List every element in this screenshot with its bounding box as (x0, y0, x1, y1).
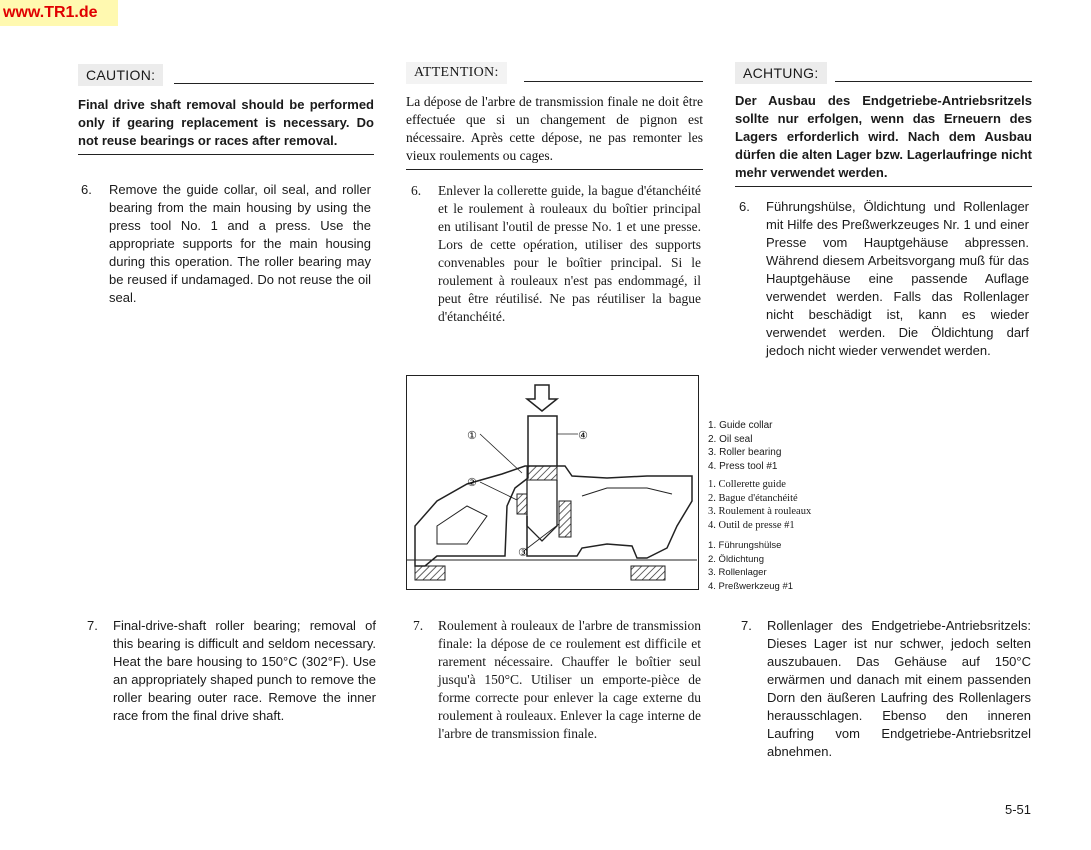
page-number: 5-51 (1005, 802, 1032, 817)
legend-item: 3. Roller bearing (708, 447, 782, 458)
step-number: 6. (81, 182, 92, 197)
attention-heading-row (406, 62, 703, 88)
roller-bearing-shape (559, 501, 571, 537)
legend-fr (708, 478, 811, 532)
legend-item: 3. Rollenlager (708, 567, 767, 578)
step-number: 7. (87, 618, 98, 633)
achtung-heading: ACHTUNG: (735, 62, 827, 84)
housing-rib (437, 506, 487, 544)
legend-item: 4. Preßwerkzeug #1 (708, 580, 794, 592)
guide-collar-shape (527, 466, 557, 480)
callout-4: ④ (578, 429, 588, 442)
step-text: Remove the guide collar, oil seal, and roller bearing from the main housing by using the press tool No. 1 and a press. Use the appropriate supports for the main housing during this operation. The roller bearing may be reused if undamaged. Do not reuse the oil seal. (109, 182, 371, 305)
step-number: 6. (739, 199, 750, 214)
legend-item: 1. Guide collar (708, 420, 773, 431)
legend-item: 2. Bague d'étanchéité (708, 492, 798, 504)
housing-rib-2 (582, 488, 672, 496)
legend-item: 4. Press tool #1 (708, 460, 778, 472)
press-tool-illustration (406, 375, 699, 590)
step-number: 7. (413, 618, 424, 633)
right-support (631, 566, 665, 580)
step-number: 6. (411, 183, 422, 198)
legend-item: 2. Oil seal (708, 433, 753, 445)
legend-item: 2. Öldichtung (708, 553, 764, 565)
press-arrow-icon (527, 385, 557, 411)
heading-rule (835, 81, 1032, 82)
callout-1: ① (467, 429, 477, 442)
heading-rule (174, 83, 374, 84)
caution-text: Final drive shaft removal should be performed only if gearing replacement is necessary. Do not reuse bearings or races after removal. (78, 96, 374, 155)
step-text: Rollenlager des Endgetriebe-Antriebsritzels: Dieses Lager ist nur schwer, jedoch selten auszubauen. Das Gehäuse auf 150°C erwärmen und danach mit einem passenden Dorn den äußeren Laufring des Rollenlagers herausschlagen. Ebenso den inneren Laufring vom Endgetriebe-Antriebsritzel abnehmen. (767, 618, 1031, 759)
step-text: Führungshülse, Öldichtung und Rollenlager mit Hilfe des Preßwerkzeuges Nr. 1 und einer Presse vom Hauptgehäuse abpressen. Während diesem Arbeitsvorgang muß für das Hauptgehäuse eine passende Auflage verwendet werden. Falls das Rollenlager nicht beschädigt ist, kann es wieder verwendet werden. Die Öldichtung darf jedoch nicht wieder verwendet werden. (766, 199, 1029, 358)
legend-item: 3. Roulement à rouleaux (708, 506, 812, 517)
callout-3: ③ (518, 546, 528, 559)
site-logo[interactable]: www.TR1.de (0, 0, 118, 26)
attention-heading: ATTENTION: (406, 62, 507, 84)
legend-item: 1. Collerette guide (708, 479, 786, 490)
attention-text: La dépose de l'arbre de transmission finale ne doit être effectuée que si un changement de pignon est nécessaire. Après cette dépose, ne pas remonter les vieux roulements ou cages. (406, 93, 703, 170)
press-tool-shape (528, 416, 557, 466)
left-support (415, 566, 445, 580)
achtung-heading-row (735, 62, 1032, 88)
housing-drawing (407, 376, 697, 588)
caution-heading: CAUTION: (78, 64, 163, 86)
step-text: Final-drive-shaft roller bearing; removal of this bearing is difficult and seldom necessary. Heat the bare housing to 150°C (302°F). Use an appropriately shaped punch to remove the roller bearing outer race. Remove the inner race from the final drive shaft. (113, 618, 376, 723)
heading-rule (524, 81, 703, 82)
step-text: Enlever la collerette guide, la bague d'étanchéité et le roulement à rouleaux du boîtier principal en utilisant l'outil de presse No. 1 et une presse. Lors de cette opération, utiliser des supports convenables pour le boîtier principal. Si le roulement à rouleaux n'est pas endommagé, il peut être réutilisé. Ne pas réutiliser la bague d'étanchéité. (438, 183, 701, 324)
legend-item: 4. Outil de presse #1 (708, 519, 795, 531)
oil-seal-shape (517, 494, 527, 514)
legend-en (708, 419, 781, 473)
caution-heading-row (78, 64, 374, 90)
achtung-text: Der Ausbau des Endgetriebe-Antriebsritzels sollte nur erfolgen, wenn das Erneuern des Lagers erforderlich wird. Nach dem Ausbau dürfen die alten Lager bzw. Lagerlaufringe nicht mehr verwendet werden. (735, 92, 1032, 187)
legend-de (708, 539, 793, 593)
callout-2: ② (467, 476, 477, 489)
step-number: 7. (741, 618, 752, 633)
bore-shape (527, 480, 557, 541)
step-text: Roulement à rouleaux de l'arbre de transmission finale: la dépose de ce roulement est difficile et rarement nécessaire. Chauffer le boîtier seul jusqu'à 150°C. Utiliser un emporte-pièce de forme correcte pour enlever la cage externe du roulement à rouleaux. Enlever la cage interne de l'arbre de transmission finale. (438, 618, 701, 741)
legend-item: 1. Führungshülse (708, 540, 782, 551)
